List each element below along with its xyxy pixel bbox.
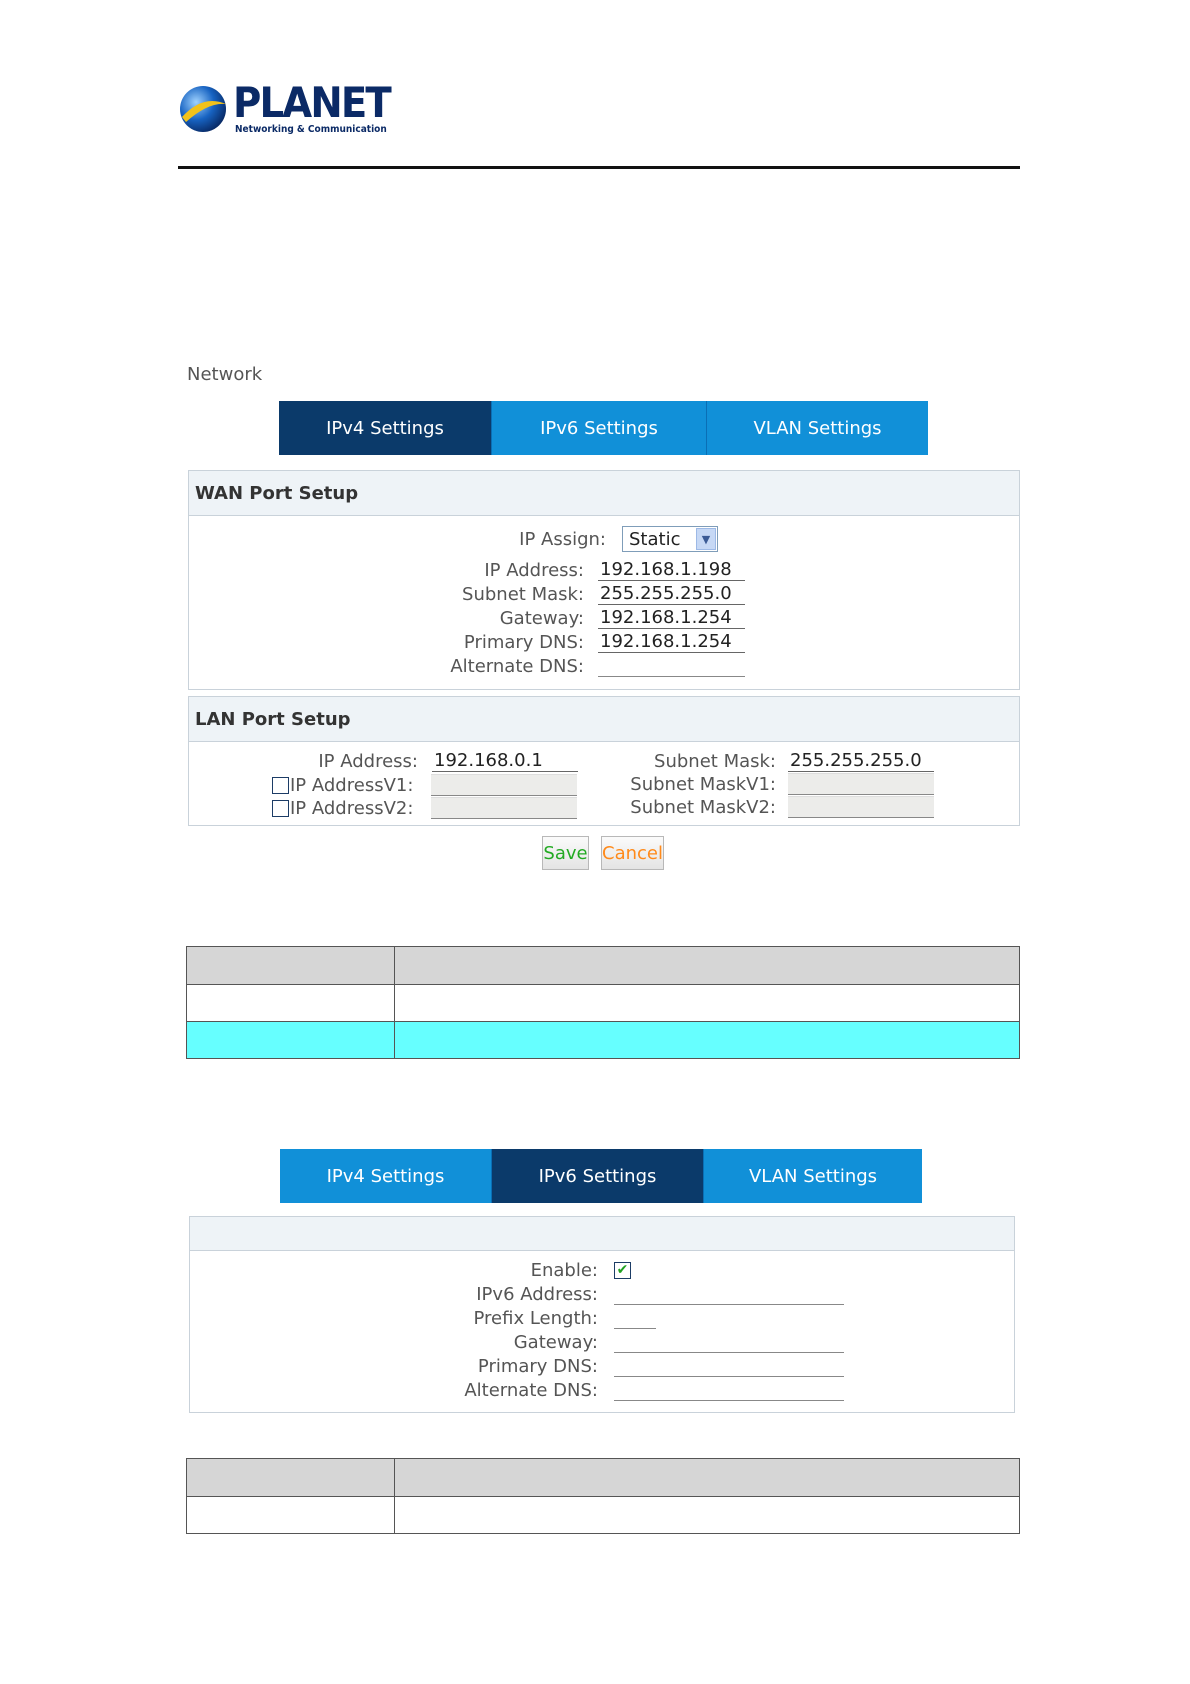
tab-ipv6-settings[interactable]: IPv6 Settings [492, 1149, 704, 1203]
table-row [187, 1497, 1020, 1534]
subnet-mask-label: Subnet Mask: [462, 583, 584, 605]
lan-ip-address-field[interactable]: 192.168.0.1 [432, 750, 578, 772]
parameter-table-1 [186, 946, 1020, 1059]
ipv6-gateway-label: Gateway: [513, 1331, 598, 1353]
planet-logo [178, 78, 390, 140]
ip-v1-checkbox[interactable] [272, 777, 289, 794]
tab-ipv4-settings[interactable]: IPv4 Settings [279, 401, 492, 455]
wan-alternate-dns-row [400, 654, 745, 678]
alternate-dns-label: Alternate DNS: [450, 655, 584, 677]
tab-ipv6-settings[interactable]: IPv6 Settings [492, 401, 707, 455]
alternate-dns-field[interactable] [598, 655, 745, 677]
table-cell [187, 1022, 395, 1059]
ipv6-enable-row [420, 1258, 632, 1282]
ipv6-address-label: IPv6 Address: [476, 1283, 598, 1305]
ip-v2-label: IP AddressV2: [290, 797, 414, 819]
ipv6-gateway-field[interactable] [614, 1331, 844, 1353]
table-cell [395, 1022, 1020, 1059]
tab-ipv4-settings[interactable]: IPv4 Settings [280, 1149, 492, 1203]
table-cell [395, 947, 1020, 985]
header-rule [178, 166, 1020, 169]
gateway-label: Gateway: [499, 607, 584, 629]
subnet-mask-field[interactable]: 255.255.255.0 [598, 583, 745, 605]
primary-dns-field[interactable]: 192.168.1.254 [598, 631, 745, 653]
ip-v2-checkbox[interactable] [272, 800, 289, 817]
lan-subnet-label: Subnet Mask: [654, 750, 776, 772]
brand-wordmark: PLANET [233, 78, 390, 127]
ipv6-gateway-row [420, 1330, 844, 1354]
table-cell [187, 1459, 395, 1497]
tab-vlan-settings[interactable]: VLAN Settings [707, 401, 928, 455]
brand-tagline: Networking & Communication [235, 124, 387, 135]
subnet-v1-label: Subnet MaskV1: [630, 773, 776, 795]
lan-subnet-row [600, 749, 934, 773]
ipv6-primary-dns-label: Primary DNS: [477, 1355, 598, 1377]
ip-assign-label: IP Assign: [519, 528, 606, 550]
panel-title: LAN Port Setup [189, 697, 1019, 742]
lan-ip-address-label: IP Address: [318, 750, 418, 772]
panel-title: WAN Port Setup [189, 471, 1019, 516]
table-cell [187, 985, 395, 1022]
ip-v1-field[interactable] [431, 774, 577, 796]
ip-address-label: IP Address: [484, 559, 584, 581]
lan-ip-v1-row [272, 773, 577, 797]
wan-ip-assign-row [400, 527, 718, 551]
section-caption: Network [187, 364, 263, 385]
lan-subnet-v1-row [600, 772, 934, 796]
lan-subnet-v2-row [600, 795, 934, 819]
panel-title [190, 1217, 1014, 1251]
ipv6-alternate-dns-row [420, 1378, 844, 1402]
table-cell [395, 985, 1020, 1022]
primary-dns-label: Primary DNS: [463, 631, 584, 653]
table-cell [187, 1497, 395, 1534]
ip-v2-field[interactable] [431, 797, 577, 819]
lan-ip-address-row [270, 749, 578, 773]
tab-bar-top [279, 401, 928, 455]
wan-ip-address-row [400, 558, 745, 582]
ipv6-alternate-dns-label: Alternate DNS: [464, 1379, 598, 1401]
table-header-row [187, 947, 1020, 985]
table-header-row [187, 1459, 1020, 1497]
parameter-table-2 [186, 1458, 1020, 1534]
ipv6-address-field[interactable] [614, 1283, 844, 1305]
subnet-v1-field[interactable] [788, 773, 934, 795]
save-button[interactable]: Save [542, 836, 589, 870]
lan-subnet-field[interactable]: 255.255.255.0 [788, 750, 934, 772]
lan-ip-v2-row [272, 796, 577, 820]
ip-assign-select[interactable] [622, 526, 718, 552]
ip-assign-value: Static [629, 528, 681, 550]
subnet-v2-field[interactable] [788, 796, 934, 818]
tab-bar-bottom [280, 1149, 922, 1203]
subnet-v2-label: Subnet MaskV2: [630, 796, 776, 818]
wan-gateway-row [400, 606, 745, 630]
enable-label: Enable: [530, 1259, 598, 1281]
chevron-down-icon[interactable]: ▼ [696, 528, 716, 550]
ipv6-primary-dns-field[interactable] [614, 1355, 844, 1377]
wan-primary-dns-row [400, 630, 745, 654]
ipv6-alternate-dns-field[interactable] [614, 1379, 844, 1401]
table-cell [395, 1497, 1020, 1534]
table-cell [187, 947, 395, 985]
ipv6-address-row [420, 1282, 844, 1306]
globe-icon [178, 84, 228, 134]
ip-address-field[interactable]: 192.168.1.198 [598, 559, 745, 581]
table-row-highlight [187, 1022, 1020, 1059]
tab-vlan-settings[interactable]: VLAN Settings [704, 1149, 922, 1203]
wan-subnet-row [400, 582, 745, 606]
ipv6-primary-dns-row [420, 1354, 844, 1378]
table-row [187, 985, 1020, 1022]
prefix-length-field[interactable] [614, 1307, 656, 1329]
ipv6-prefix-row [420, 1306, 656, 1330]
gateway-field[interactable]: 192.168.1.254 [598, 607, 745, 629]
enable-checkbox[interactable]: ✔ [614, 1262, 631, 1279]
prefix-length-label: Prefix Length: [473, 1307, 598, 1329]
cancel-button[interactable]: Cancel [601, 836, 664, 870]
table-cell [395, 1459, 1020, 1497]
ip-v1-label: IP AddressV1: [290, 774, 414, 796]
